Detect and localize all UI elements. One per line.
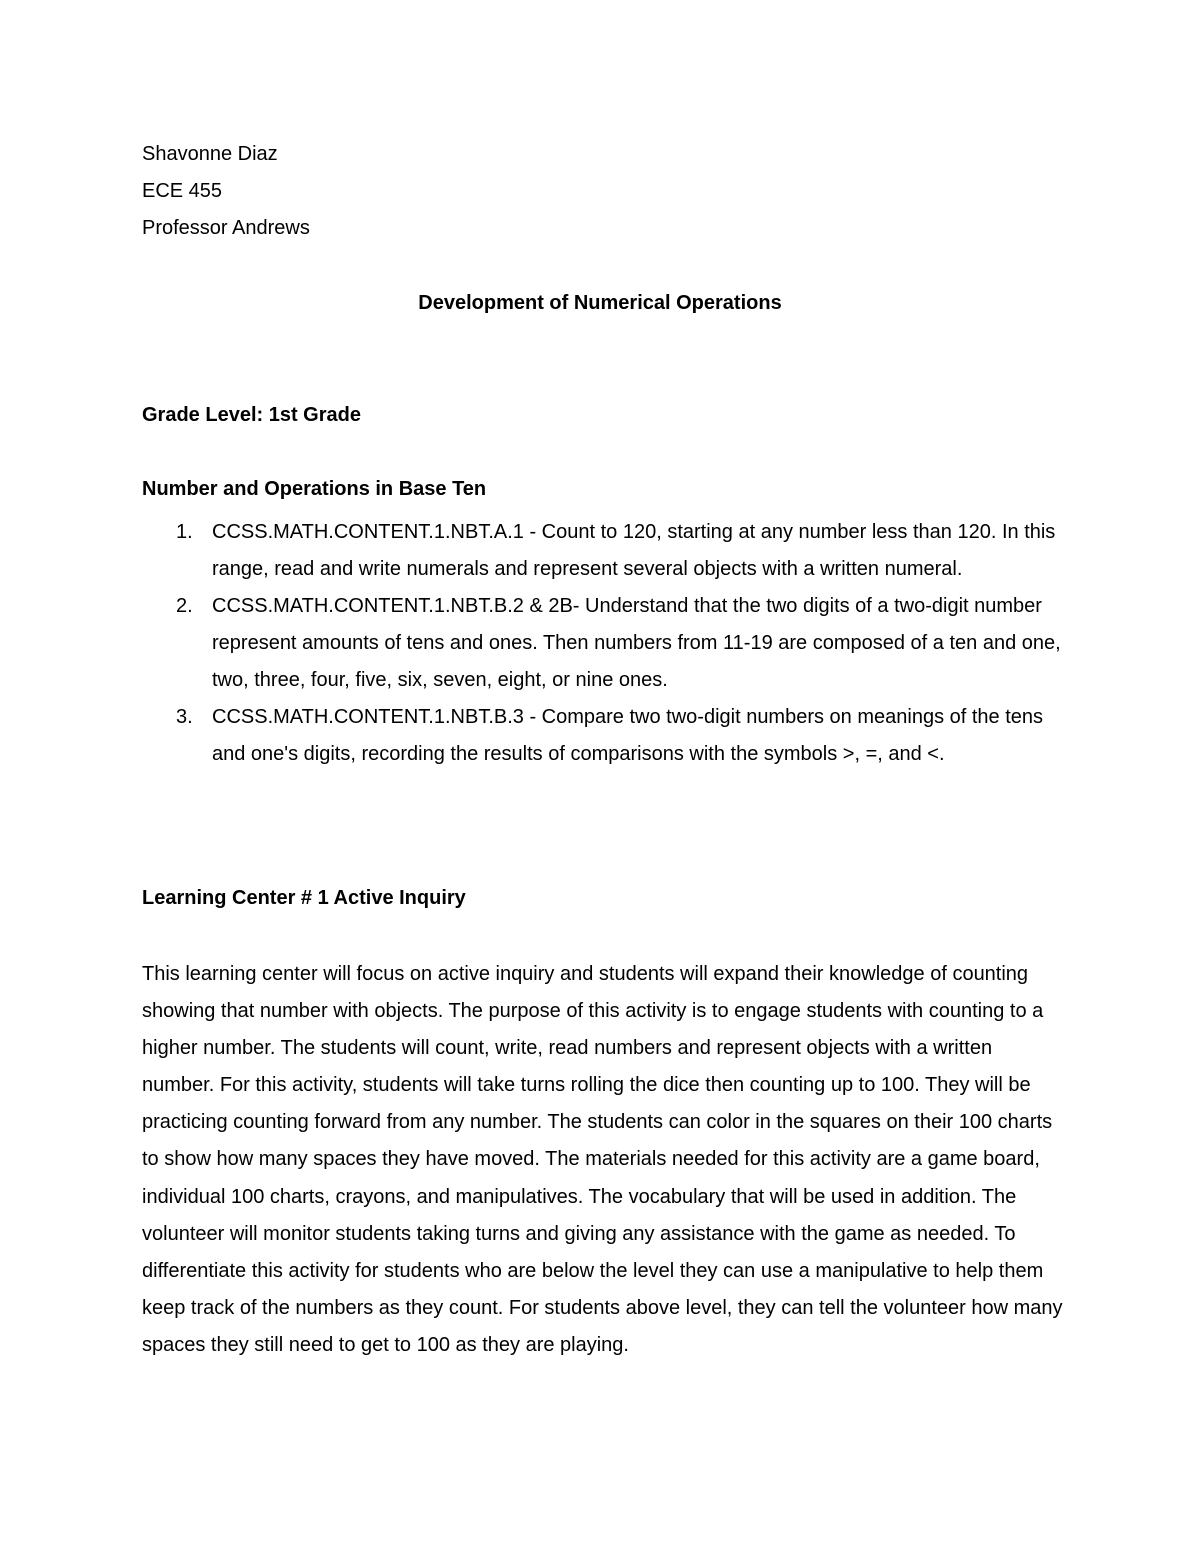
list-item-number: 3. <box>176 706 193 728</box>
author-name: Shavonne Diaz <box>142 143 278 165</box>
learning-center-heading: Learning Center # 1 Active Inquiry <box>142 887 466 909</box>
standards-list <box>142 514 1072 773</box>
list-item-number: 2. <box>176 595 193 617</box>
professor-name: Professor Andrews <box>142 217 310 239</box>
learning-center-paragraph: This learning center will focus on active inquiry and students will expand their knowledge of counting showing that number with objects. The purpose of this activity is to engage students with counting to a higher number. The students will count, write, read numbers and represent objects with a written number. For this activity, students will take turns rolling the dice then counting up to 100. They will be practicing counting forward from any number. The students can color in the squares on their 100 charts to show how many spaces they have moved. The materials needed for this activity are a game board, individual 100 charts, crayons, and manipulatives. The vocabulary that will be used in addition. The volunteer will monitor students taking turns and giving any assistance with the game as needed. To differentiate this activity for students who are below the level they can use a manipulative to help them keep track of the numbers as they count. For students above level, they can tell the volunteer how many spaces they still need to get to 100 as they are playing. <box>142 963 1063 1356</box>
list-item <box>142 514 1072 588</box>
list-item-text: CCSS.MATH.CONTENT.1.NBT.A.1 - Count to 120, starting at any number less than 120. In this range, read and write numerals and represent several objects with a written numeral. <box>212 521 1056 580</box>
section-heading: Number and Operations in Base Ten <box>142 478 487 500</box>
grade-level: Grade Level: 1st Grade <box>142 404 361 426</box>
list-item-text: CCSS.MATH.CONTENT.1.NBT.B.2 & 2B- Understand that the two digits of a two-digit number represent amounts of tens and ones. Then numbers from 11-19 are composed of a ten and one, two, three, four, five, six, seven, eight, or nine ones. <box>212 595 1061 691</box>
list-item <box>142 699 1072 773</box>
list-item <box>142 588 1072 699</box>
document-title: Development of Numerical Operations <box>418 292 782 314</box>
list-item-text: CCSS.MATH.CONTENT.1.NBT.B.3 - Compare two two-digit numbers on meanings of the tens and one's digits, recording the results of comparisons with the symbols >, =, and <. <box>212 706 1044 765</box>
list-item-number: 1. <box>176 521 193 543</box>
course-name: ECE 455 <box>142 180 223 202</box>
